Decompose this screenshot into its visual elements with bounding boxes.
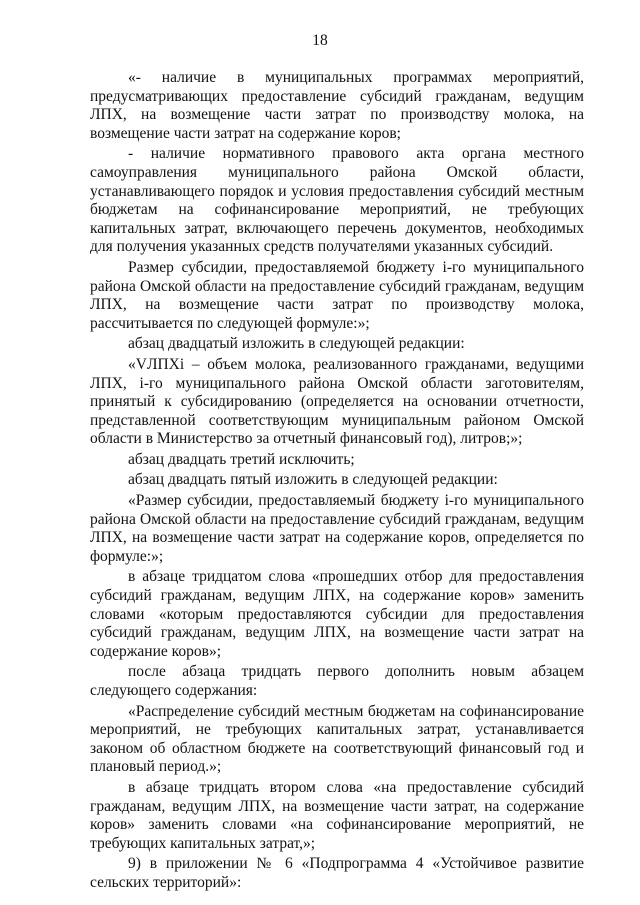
paragraph: 9) в приложении № 6 «Подпрограмма 4 «Устойчивое развитие сельских территорий»: bbox=[90, 855, 584, 891]
page-number: 18 bbox=[312, 32, 328, 49]
paragraph: Размер субсидии, предоставляемой бюджету i-го муниципального района Омской области на предоставление субсидий гражданам, ведущим ЛПХ, на возмещение части затрат по производству молока, рассчитывается по следующей формуле:»; bbox=[90, 258, 584, 332]
paragraph: абзац двадцатый изложить в следующей редакции: bbox=[128, 335, 465, 353]
paragraph: после абзаца тридцать первого дополнить новым абзацем следующего содержания: bbox=[90, 663, 584, 699]
paragraph: абзац двадцать пятый изложить в следующей редакции: bbox=[128, 471, 498, 489]
paragraph: абзац двадцать третий исключить; bbox=[128, 450, 355, 468]
paragraph: в абзаце тридцать втором слова «на предоставление субсидий гражданам, ведущим ЛПХ, на возмещение части затрат, на содержание коров» заменить словами «на софинансирование мероприятий, не требующих капитальных затрат,»; bbox=[90, 778, 584, 852]
paragraph: «Распределение субсидий местным бюджетам на софинансирование мероприятий, не требующих капитальных затрат, устанавливается законом об областном бюджете на соответствующий финансовый год и плановый период.»; bbox=[90, 702, 584, 776]
paragraph: - наличие нормативного правового акта органа местного самоуправления муниципального района Омской области, устанавливающего порядок и условия предоставления субсидий местным бюджетам на софинансирование мероприятий, не требующих капитальных затрат, включающего перечень документов, необходимых для получения указанных средств получателями указанных субсидий. bbox=[90, 145, 584, 256]
paragraph: «VЛПХi – объем молока, реализованного гражданами, ведущими ЛПХ, i-го муниципального района Омской области заготовителям, принятый к субсидированию (определяется на основании отчетности, представленной соответствующим муниципальным районом Омской области в Министерство за отчетный финансовый год), литров;»; bbox=[90, 355, 584, 448]
paragraph: «- наличие в муниципальных программах мероприятий, предусматривающих предоставление субсидий гражданам, ведущим ЛПХ, на возмещение части затрат по производству молока, на возмещение части затрат на содержание коров; bbox=[90, 69, 584, 142]
paragraph: «Размер субсидии, предоставляемый бюджету i-го муниципального района Омской области на предоставление субсидий гражданам, ведущим ЛПХ, на возмещение части затрат на содержание коров, определяется по формуле:»; bbox=[90, 492, 584, 565]
document-body bbox=[90, 69, 584, 893]
paragraph: в абзаце тридцатом слова «прошедших отбор для предоставления субсидий гражданам, ведущим ЛПХ, на содержание коров» заменить словами «которым предоставляются субсидии для предоставления субсидий гражданам, ведущим ЛПХ, на возмещение части затрат на содержание коров»; bbox=[90, 568, 584, 660]
